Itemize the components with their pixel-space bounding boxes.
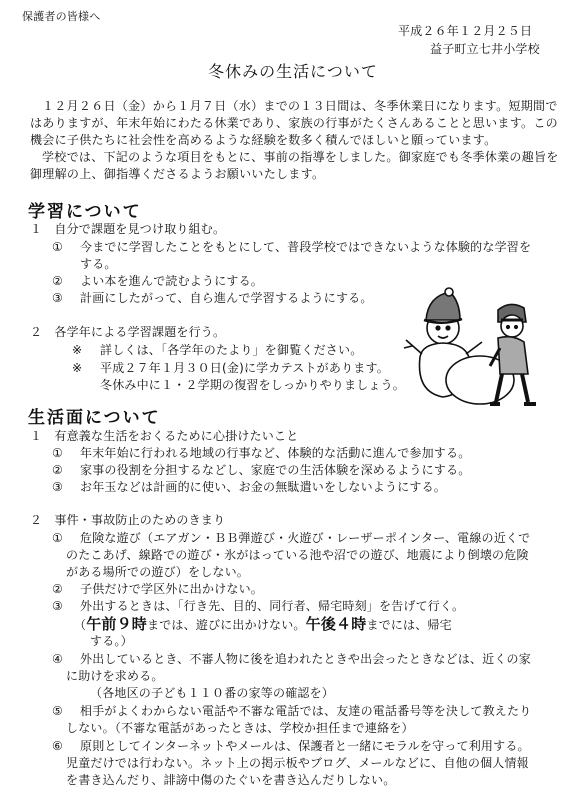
note-item: 平成２７年１月３０日(金)に学カテストがあります。	[100, 361, 389, 375]
list-item: 子供だけで学区外に出かけない。	[80, 582, 264, 596]
snowman-and-child-illustration	[398, 262, 548, 412]
list-number: ①	[52, 446, 63, 460]
note-mark: ※	[72, 343, 83, 357]
evening-time: 午後４時	[305, 615, 367, 633]
list-item-note: （各地区の子ども１１０番の家等の確認を）	[90, 686, 335, 700]
list-number: ③	[52, 480, 63, 494]
list-item-continued: がある場所での遊び）をしない。	[66, 565, 250, 579]
list-number: ③	[52, 599, 63, 613]
study-heading: 学習について	[28, 202, 142, 222]
time-rule-note-continued: する。）	[90, 634, 133, 648]
list-number: ④	[52, 652, 63, 666]
morning-time: 午前９時	[86, 615, 148, 633]
list-item-continued: を書き込んだり、誹謗中傷のたぐいを書き込んだりしない。	[66, 773, 396, 787]
list-item: 計画にしたがって、自ら進んで学習するようにする。	[80, 291, 373, 305]
addressee: 保護者の皆様へ	[22, 10, 101, 23]
list-number: ②	[52, 582, 63, 596]
note-text: までは、遊びに出かけない。	[147, 618, 306, 632]
list-number: ⑤	[52, 704, 63, 718]
list-item-continued: 児童だけでは行わない。ネット上の掲示板やブログ、メールなどに、自他の個人情報	[66, 756, 529, 770]
issue-date: 平成２６年１２月２５日	[398, 24, 533, 38]
list-number: ③	[52, 291, 63, 305]
list-number: ⑥	[52, 739, 63, 753]
list-number: ②	[52, 274, 63, 288]
list-item: 家事の役割を分担するなどし、家庭での生活体験を深めるようにする。	[80, 463, 471, 477]
study-item-1-title: １ 自分で課題を見つけ取り組む。	[30, 222, 226, 236]
intro-paragraph-2: 学校では、下記のような項目をもとに、事前の指導をしました。御家庭でも冬季休業の趣旨を御理解の上、御指導くださるようお願いいたします。	[30, 150, 559, 181]
list-item: 相手がよくわからない電話や不審な電話では、友達の電話番号等を決して教えたり	[80, 704, 532, 718]
study-item-2-title: ２ 各学年による学習課題を行う。	[30, 325, 226, 339]
life-item-2-title: ２ 事件・事故防止のためのきまり	[30, 513, 226, 527]
list-item: 外出するときは、「行き先、目的、同行者、帰宅時刻」を告げて行く。	[80, 599, 465, 613]
list-item: 原則としてインターネットやメールは、保護者と一緒にモラルを守って利用する。	[80, 739, 530, 753]
life-item-1-title: １ 有意義な生活をおくるために心掛けたいこと	[30, 429, 299, 443]
intro-paragraph-1: １２月２６日（金）から１月７日（水）までの１３日間は、冬季休業日になります。短期間ではありますが、年末年始にわたる休業であり、家族の行事がたくさんあることと思います。この機会に子供たちに社会性を高めるような経験を数多く積んでほしいと願っています。	[30, 99, 558, 147]
list-item: 危険な遊び（エアガン・ＢＢ弾遊び・火遊び・レーザーポインター、電線の近くで	[80, 531, 531, 545]
page-title: 冬休みの生活について	[208, 62, 378, 81]
list-item-continued: しない。（不審な電話があったときは、学校か担任まで連絡を）	[66, 721, 414, 735]
note-text: までには、帰宅	[366, 618, 452, 632]
list-number: ②	[52, 463, 63, 477]
list-item-continued: のたこあげ、線路での遊び・氷がはっている池や沼での遊び、地震により倒壊の危険	[66, 548, 529, 562]
list-number: ①	[52, 531, 63, 545]
list-item-continued: する。	[80, 257, 117, 271]
list-item: 今までに学習したことをもとにして、普段学校ではできないような体験的な学習を	[80, 240, 532, 254]
list-item: お年玉などは計画的に使い、お金の無駄遣いをしないようにする。	[80, 480, 447, 494]
note-open-paren: （	[74, 618, 87, 632]
life-heading: 生活面について	[28, 408, 161, 428]
list-number: ①	[52, 240, 63, 254]
note-item: 詳しくは、「各学年のたより」を御覧ください。	[100, 343, 363, 357]
list-item: 外出しているとき、不審人物に後を追われたときや出会ったときなどは、近くの家	[80, 652, 531, 666]
list-item: よい本を進んで読むようにする。	[80, 274, 264, 288]
note-item-continued: 冬休み中に１・２学期の復習をしっかりやりましょう。	[100, 378, 406, 392]
list-item: 年末年始に行われる地域の行事など、体験的な活動に進んで参加する。	[80, 446, 471, 460]
time-rule-note	[74, 615, 452, 635]
note-mark: ※	[72, 361, 83, 375]
list-item-continued: に助けを求める。	[66, 669, 164, 683]
school-name: 益子町立七井小学校	[430, 42, 540, 56]
